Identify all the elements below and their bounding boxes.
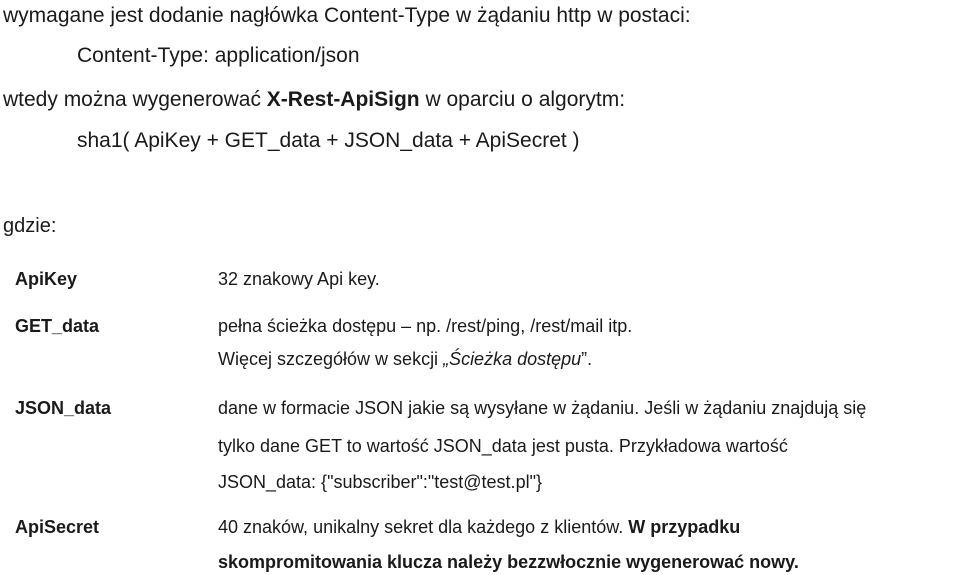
intro-line-apisign: [3, 87, 625, 113]
apisign-prefix: wtedy można wygenerować: [3, 88, 267, 111]
definition-json-data-line2: tylko dane GET to wartość JSON_data jest pusta. Przykładowa wartość: [218, 436, 788, 456]
get-data-more-suffix: ”.: [581, 349, 593, 369]
term-apisecret: ApiSecret: [15, 517, 100, 537]
get-data-section-link-text: „Ścieżka dostępu: [443, 349, 582, 369]
term-apikey: ApiKey: [15, 269, 78, 289]
definition-apisecret-warning: skompromitowania klucza należy bezzwłocznie wygenerować nowy.: [218, 552, 799, 572]
content-type-header-example: Content-Type: application/json: [77, 44, 360, 67]
apisign-name: X-Rest-ApiSign: [266, 88, 420, 111]
apisecret-warning-start: W przypadku: [628, 517, 741, 537]
intro-line-content-type-requirement: wymagane jest dodanie nagłówka Content-Type w żądaniu http w postaci:: [3, 4, 691, 27]
apisecret-description: 40 znaków, unikalny sekret dla każdego z klientów.: [218, 517, 629, 537]
get-data-more-prefix: Więcej szczegółów w sekcji: [218, 349, 444, 369]
definition-apisecret-line1: [218, 515, 740, 539]
definition-apikey: 32 znakowy Api key.: [218, 269, 380, 289]
definition-get-data-line2: [218, 347, 592, 371]
definition-json-data-line1: dane w formacie JSON jakie są wysyłane w żądaniu. Jeśli w żądaniu znajdują się: [218, 398, 867, 418]
term-json-data: JSON_data: [15, 398, 112, 418]
definition-json-data-line3: JSON_data: {"subscriber":"test@test.pl"}: [218, 472, 542, 492]
definition-get-data-line1: pełna ścieżka dostępu – np. /rest/ping, /rest/mail itp.: [218, 316, 633, 336]
term-get-data: GET_data: [15, 316, 100, 336]
sha1-formula: sha1( ApiKey + GET_data + JSON_data + ApiSecret ): [77, 129, 580, 152]
apisign-suffix: w oparciu o algorytm:: [419, 88, 626, 111]
where-label: gdzie:: [3, 215, 57, 237]
